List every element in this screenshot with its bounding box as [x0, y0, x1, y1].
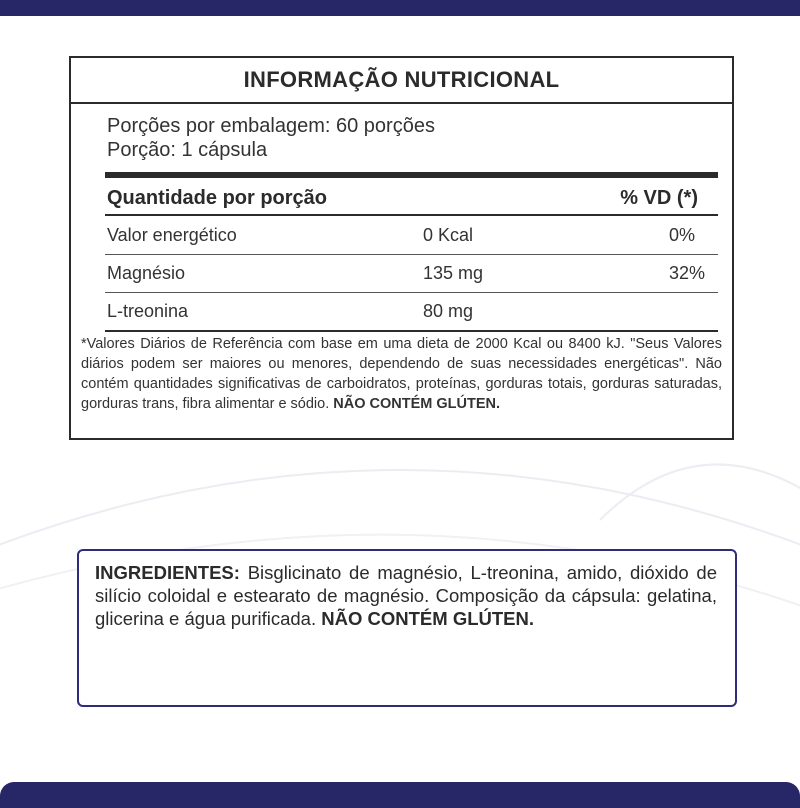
ingredients-panel	[77, 549, 737, 707]
ingredients-label: INGREDIENTES:	[95, 562, 240, 583]
table-row	[105, 292, 718, 332]
row-vd: 0%	[669, 225, 696, 245]
footnote	[81, 334, 722, 414]
row-amount: 80 mg	[423, 301, 474, 321]
nutrition-title: INFORMAÇÃO NUTRICIONAL	[71, 58, 732, 104]
table-row	[105, 254, 718, 293]
row-amount: 0 Kcal	[423, 225, 474, 245]
row-amount: 135 mg	[423, 263, 484, 283]
serving-size: Porção: 1 cápsula	[107, 139, 268, 161]
ingredients-gluten-warning: NÃO CONTÉM GLÚTEN.	[321, 608, 535, 629]
footnote-text: *Valores Diários de Referência com base em uma dieta de 2000 Kcal ou 8400 kJ. "Seus Valores diários podem ser maiores ou menores, dependendo de suas necessidades energéticas". Não contém quantidades significativas de carboidratos, proteínas, gorduras totais, gorduras saturadas, gorduras trans, fibra alimentar e sódio.	[81, 336, 722, 412]
ingredients-text: Bisglicinato de magnésio, L-treonina, amido, dióxido de silício coloidal e estearato de magnésio. Composição da cápsula: gelatina, glicerina e água purificada.	[95, 562, 717, 629]
table-row	[105, 216, 718, 255]
row-vd: 32%	[669, 263, 706, 283]
nutrition-facts-panel	[69, 56, 734, 440]
header-vd: % VD (*)	[620, 187, 698, 209]
bottom-brand-bar	[0, 782, 800, 808]
row-name: L-treonina	[107, 301, 189, 321]
header-quantity: Quantidade por porção	[107, 187, 328, 209]
top-brand-bar	[0, 0, 800, 16]
row-name: Magnésio	[107, 263, 186, 283]
table-header	[107, 180, 698, 216]
thick-divider	[105, 172, 718, 178]
serving-info	[71, 104, 732, 162]
gluten-warning: NÃO CONTÉM GLÚTEN.	[333, 396, 501, 412]
servings-per-package: Porções por embalagem: 60 porções	[107, 115, 435, 137]
row-name: Valor energético	[107, 225, 237, 245]
